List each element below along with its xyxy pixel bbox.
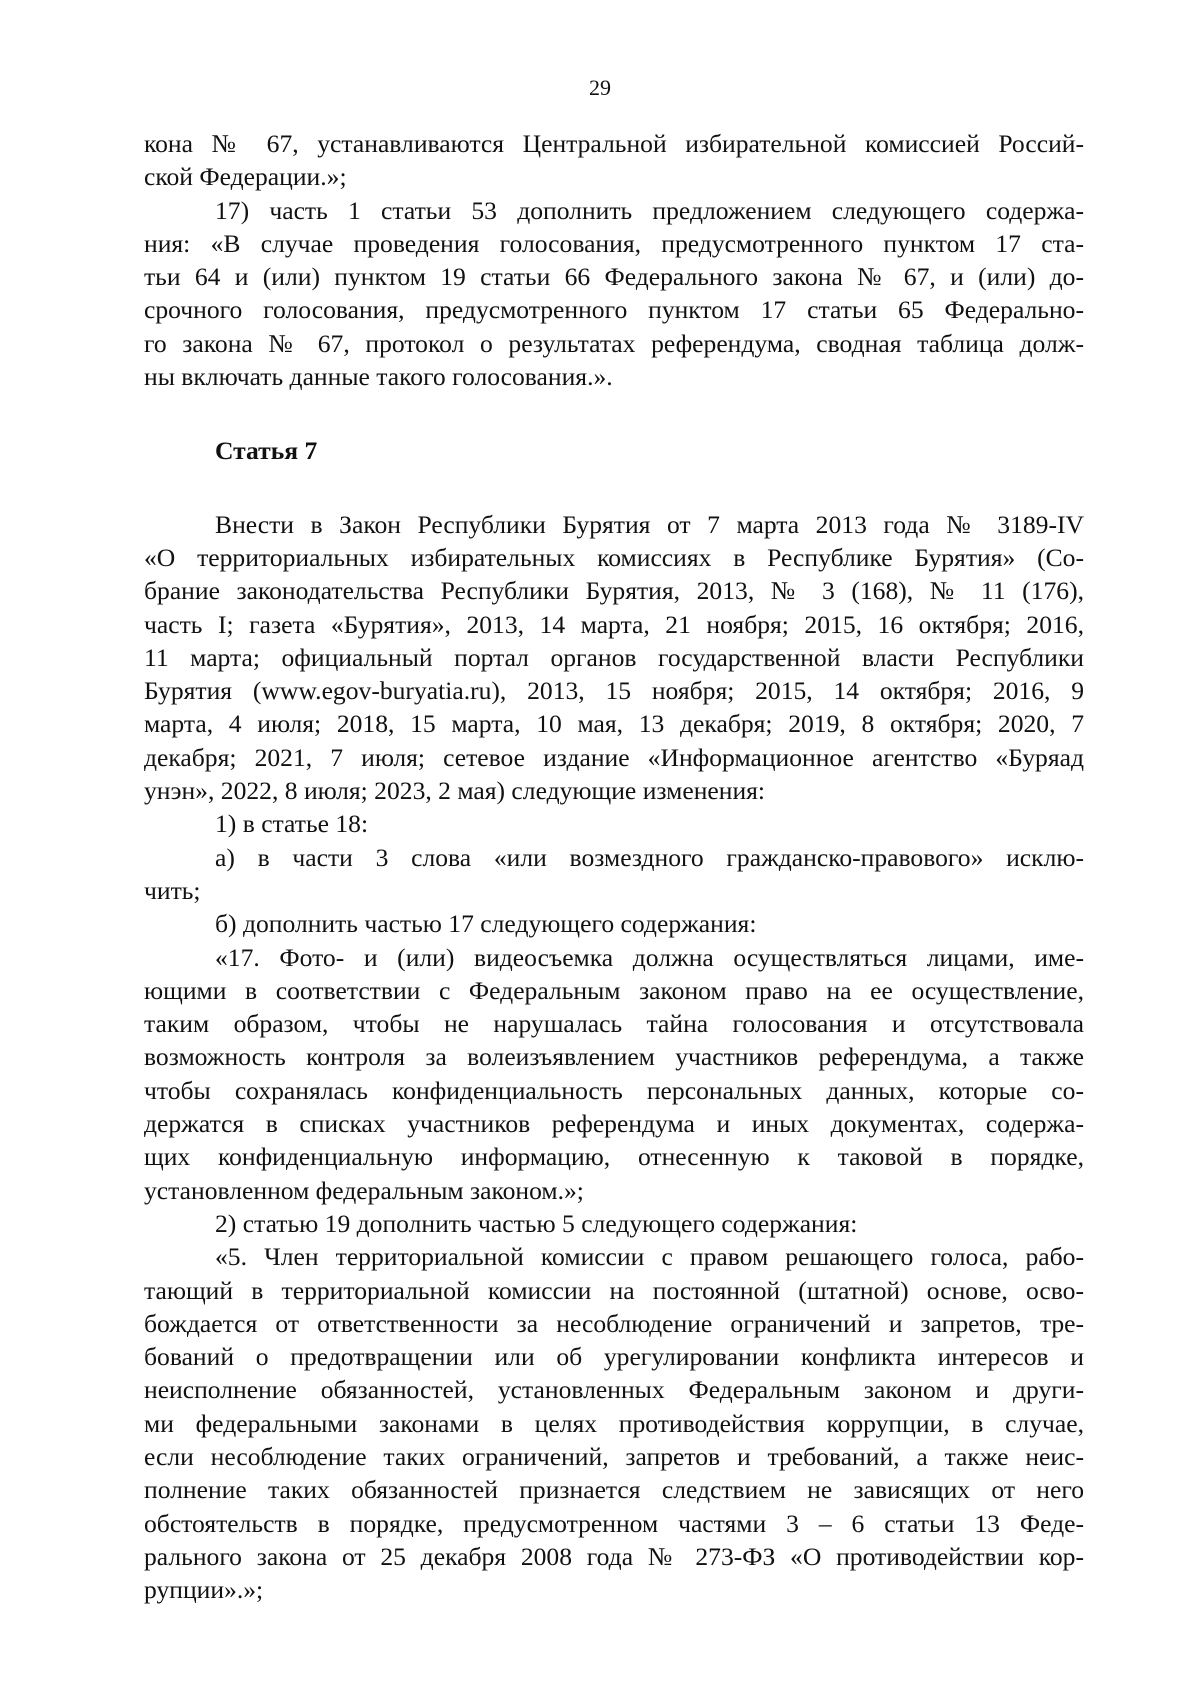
text-line: рального закона от 25 декабря 2008 года № 273-ФЗ «О противодействии кор- <box>144 1541 1084 1571</box>
text-line: неисполнение обязанностей, установленных Федеральным законом и други- <box>144 1375 1084 1405</box>
text-line: ны включать данные такого голосования.». <box>144 362 613 392</box>
text-line: держатся в списках участников референдума и иных документах, содержа- <box>144 1109 1084 1139</box>
text-line: ния: «В случае проведения голосования, предусмотренного пунктом 17 ста- <box>144 228 1084 258</box>
text-line: если несоблюдение таких ограничений, запретов и требований, а также неис- <box>144 1441 1084 1471</box>
text-line: часть I; газета «Бурятия», 2013, 14 марта, 21 ноября; 2015, 16 октября; 2016, <box>144 609 1084 639</box>
text-line: щих конфиденциальную информацию, отнесенную к таковой в порядке, <box>144 1142 1084 1172</box>
text-line: возможность контроля за волеизъявлением участников референдума, а также <box>144 1042 1084 1072</box>
text-line: декабря; 2021, 7 июля; сетевое издание «Информационное агентство «Буряад <box>144 742 1084 772</box>
text-line: чить; <box>144 875 201 905</box>
text-line: ми федеральными законами в целях противодействия коррупции, в случае, <box>144 1408 1084 1438</box>
text-line: тающий в территориальной комиссии на постоянной (штатной) основе, осво- <box>144 1275 1084 1305</box>
text-line: чтобы сохранялась конфиденциальность персональных данных, которые со- <box>144 1075 1084 1105</box>
text-line: 2) статью 19 дополнить частью 5 следующего содержания: <box>215 1208 858 1238</box>
text-line: обстоятельств в порядке, предусмотренном частями 3 – 6 статьи 13 Феде- <box>144 1508 1084 1538</box>
text-line: бождается от ответственности за несоблюдение ограничений и запретов, тре- <box>144 1308 1084 1338</box>
text-line: 17) часть 1 статьи 53 дополнить предложением следующего содержа- <box>215 195 1084 225</box>
text-line: таким образом, чтобы не нарушалась тайна голосования и отсутствовала <box>144 1009 1084 1039</box>
article-heading: Статья 7 <box>215 436 318 466</box>
text-line: Бурятия (www.egov-buryatia.ru), 2013, 15 ноября; 2015, 14 октября; 2016, 9 <box>144 676 1084 706</box>
text-line: рупции».»; <box>144 1575 264 1605</box>
text-line: 11 марта; официальный портал органов государственной власти Республики <box>144 642 1084 672</box>
text-line: 1) в статье 18: <box>215 809 369 839</box>
text-line: а) в части 3 слова «или возмездного гражданско-правового» исклю- <box>215 842 1084 872</box>
text-line: ской Федерации.»; <box>144 162 347 192</box>
text-line: унэн», 2022, 8 июля; 2023, 2 мая) следующие изменения: <box>144 776 766 806</box>
text-line: б) дополнить частью 17 следующего содержания: <box>215 909 757 939</box>
spacer <box>144 468 1084 508</box>
text-line: полнение таких обязанностей признается следствием не зависящих от него <box>144 1475 1084 1505</box>
text-line: бований о предотвращении или об урегулировании конфликта интересов и <box>144 1342 1084 1372</box>
text-line: «О территориальных избирательных комиссиях в Республике Бурятия» (Со- <box>144 542 1084 572</box>
text-line: «5. Член территориальной комиссии с правом решающего голоса, рабо- <box>215 1242 1084 1272</box>
page-number: 29 <box>589 75 611 100</box>
text-line: тьи 64 и (или) пунктом 19 статьи 66 Федерального закона № 67, и (или) до- <box>144 262 1084 292</box>
text-line: ющими в соответствии с Федеральным законом право на ее осуществление, <box>144 975 1084 1005</box>
text-line: Внести в Закон Республики Бурятия от 7 марта 2013 года № 3189-IV <box>215 509 1084 539</box>
document-body <box>144 127 1084 1606</box>
text-line: го закона № 67, протокол о результатах референдума, сводная таблица долж- <box>144 328 1084 358</box>
text-line: установленном федеральным законом.»; <box>144 1175 584 1205</box>
text-line: брание законодательства Республики Бурятия, 2013, № 3 (168), № 11 (176), <box>144 576 1084 606</box>
text-line: срочного голосования, предусмотренного пунктом 17 статьи 65 Федерально- <box>144 295 1084 325</box>
text-line: «17. Фото- и (или) видеосъемка должна осуществляться лицами, име- <box>215 942 1084 972</box>
spacer <box>144 393 1084 434</box>
text-line: кона № 67, устанавливаются Центральной избирательной комиссией Россий- <box>144 129 1084 158</box>
text-line: марта, 4 июля; 2018, 15 марта, 10 мая, 13 декабря; 2019, 8 октября; 2020, 7 <box>144 709 1084 739</box>
